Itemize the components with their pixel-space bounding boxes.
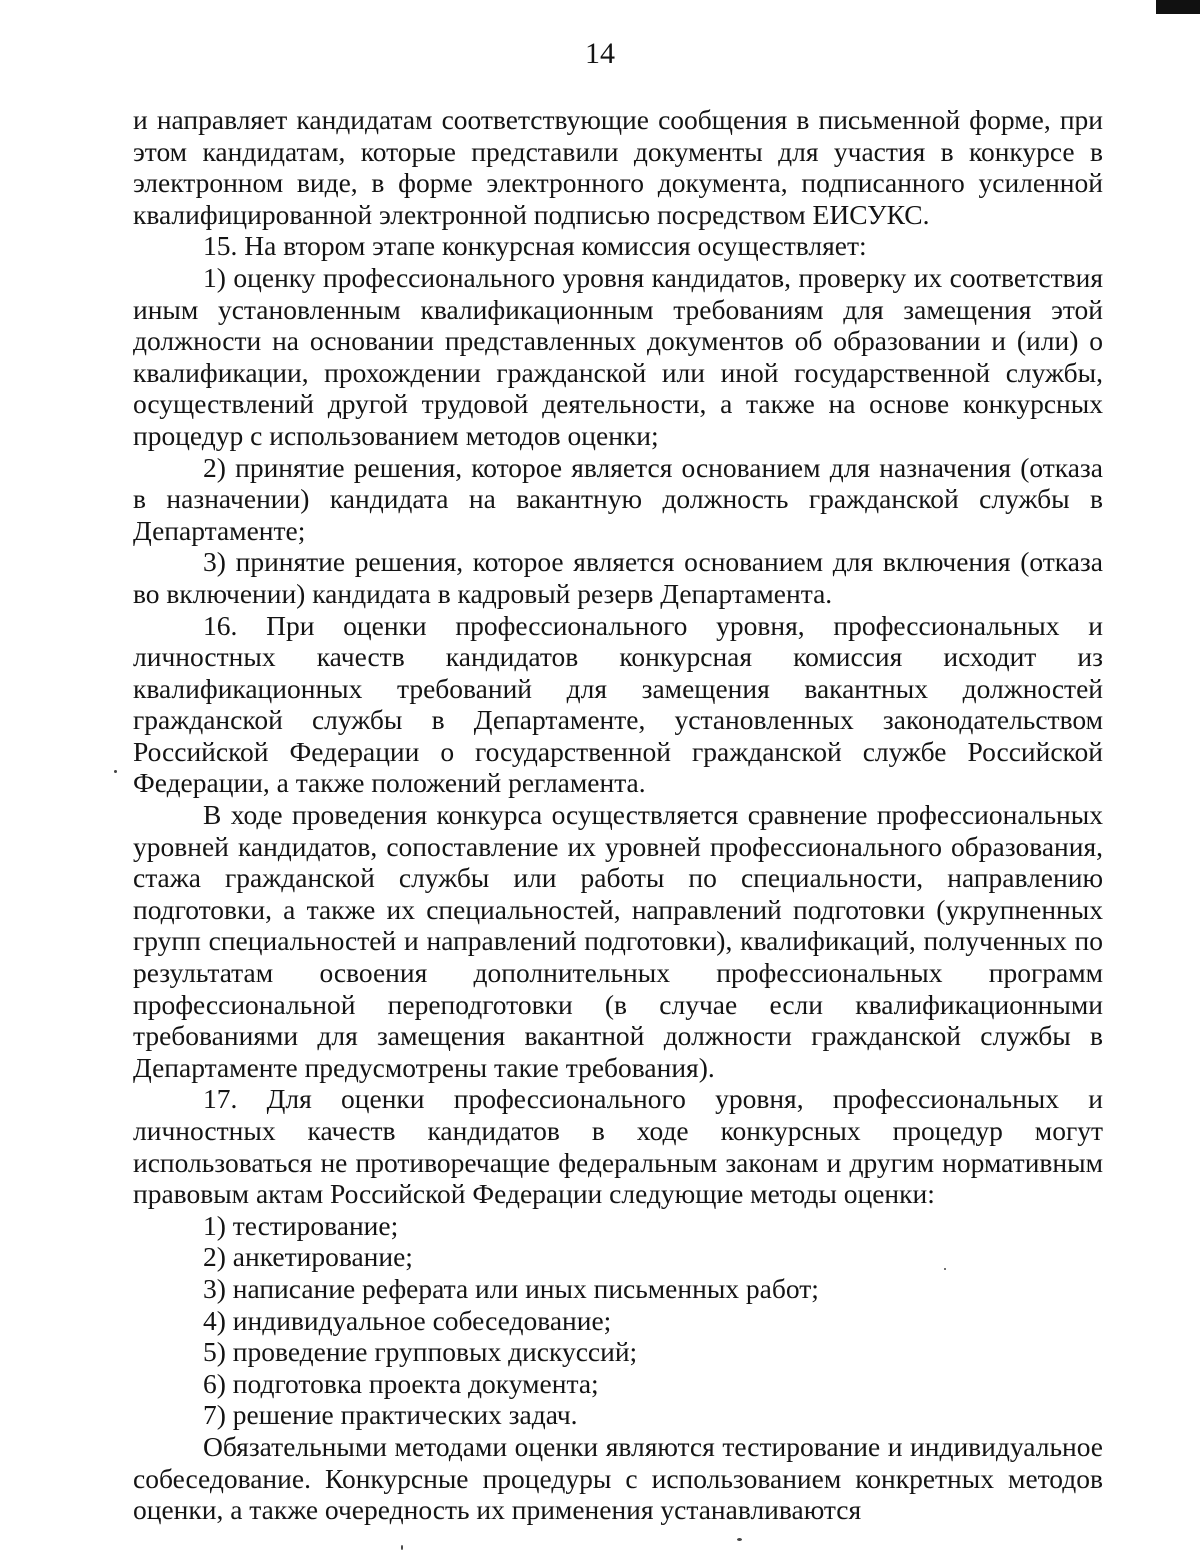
- paragraph-16-comparison: В ходе проведения конкурса осуществляется сравнение профессиональных уровней кандидатов, сопоставление их уровней профессионального образования, стажа гражданской службы или работы по специальности, направлению подготовки, а также их специальностей, направлений подготовки (укрупненных групп специальностей и направлений подготовки), квалификаций, полученных по результатам освоения дополнительных профессиональных программ профессиональной переподготовки (в случае если квалификационными требованиями для замещения вакантной должности гражданской службы в Департаменте предусмотрены такие требования).: [133, 799, 1103, 1083]
- scan-speck: [944, 1268, 946, 1270]
- scan-speck: [737, 1538, 742, 1541]
- paragraph-mandatory-methods: Обязательными методами оценки являются тестирование и индивидуальное собеседование. Конкурсные процедуры с использованием конкретных методов оценки, а также очередность их применения устанавливаются: [133, 1430, 1103, 1526]
- paragraph-15-item-2: 2) принятие решения, которое является основанием для назначения (отказа в назначении) кандидата на вакантную должность гражданской службы в Департаменте;: [133, 451, 1103, 546]
- scan-speck: [401, 1545, 403, 1550]
- method-list-item: 6) подготовка проекта документа;: [203, 1367, 599, 1399]
- paragraph-continuation: и направляет кандидатам соответствующие сообщения в письменной форме, при этом кандидатам, которые представили документы для участия в конкурсе в электронном виде, в форме электронного документа, подписанного усиленной квалифицированной электронной подписью посредством ЕИСУКС.: [133, 104, 1103, 230]
- paragraph-15-item-1: 1) оценку профессионального уровня кандидатов, проверку их соответствия иным установленным квалификационным требованиям для замещения этой должности на основании представленных документов об образовании и (или) о квалификации, прохождении гражданской или иной государственной службы, осуществлений другой трудовой деятельности, а также на основе конкурсных процедур с использованием методов оценки;: [133, 261, 1103, 451]
- paragraph-17: 17. Для оценки профессионального уровня, профессиональных и личностных качеств кандидатов в ходе конкурсных процедур могут использоваться не противоречащие федеральным законам и другим нормативным правовым актам Российской Федерации следующие методы оценки:: [133, 1083, 1103, 1210]
- scan-corner-mark: [1156, 0, 1200, 14]
- scan-speck: [114, 770, 117, 773]
- method-list-item: 5) проведение групповых дискуссий;: [203, 1336, 638, 1368]
- methods-list: [133, 1210, 1103, 1431]
- method-list-item: 1) тестирование;: [203, 1209, 399, 1241]
- method-list-item: 4) индивидуальное собеседование;: [203, 1304, 612, 1336]
- paragraph-15: 15. На втором этапе конкурсная комиссия осуществляет:: [203, 230, 867, 262]
- page-number: 14: [585, 37, 615, 70]
- paragraph-16: 16. При оценки профессионального уровня, профессиональных и личностных качеств кандидатов конкурсная комиссия исходит из квалификационных требований для замещения вакантных должностей гражданской службы в Департаменте, установленных законодательством Российской Федерации о государственной гражданской службе Российской Федерации, а также положений регламента.: [133, 609, 1103, 799]
- method-list-item: 3) написание реферата или иных письменных работ;: [203, 1272, 819, 1304]
- method-list-item: 7) решение практических задач.: [203, 1399, 578, 1431]
- document-body: [133, 104, 1103, 1526]
- method-list-item: 2) анкетирование;: [203, 1241, 413, 1273]
- paragraph-15-item-3: 3) принятие решения, которое является основанием для включения (отказа во включении) кандидата в кадровый резерв Департамента.: [133, 546, 1103, 609]
